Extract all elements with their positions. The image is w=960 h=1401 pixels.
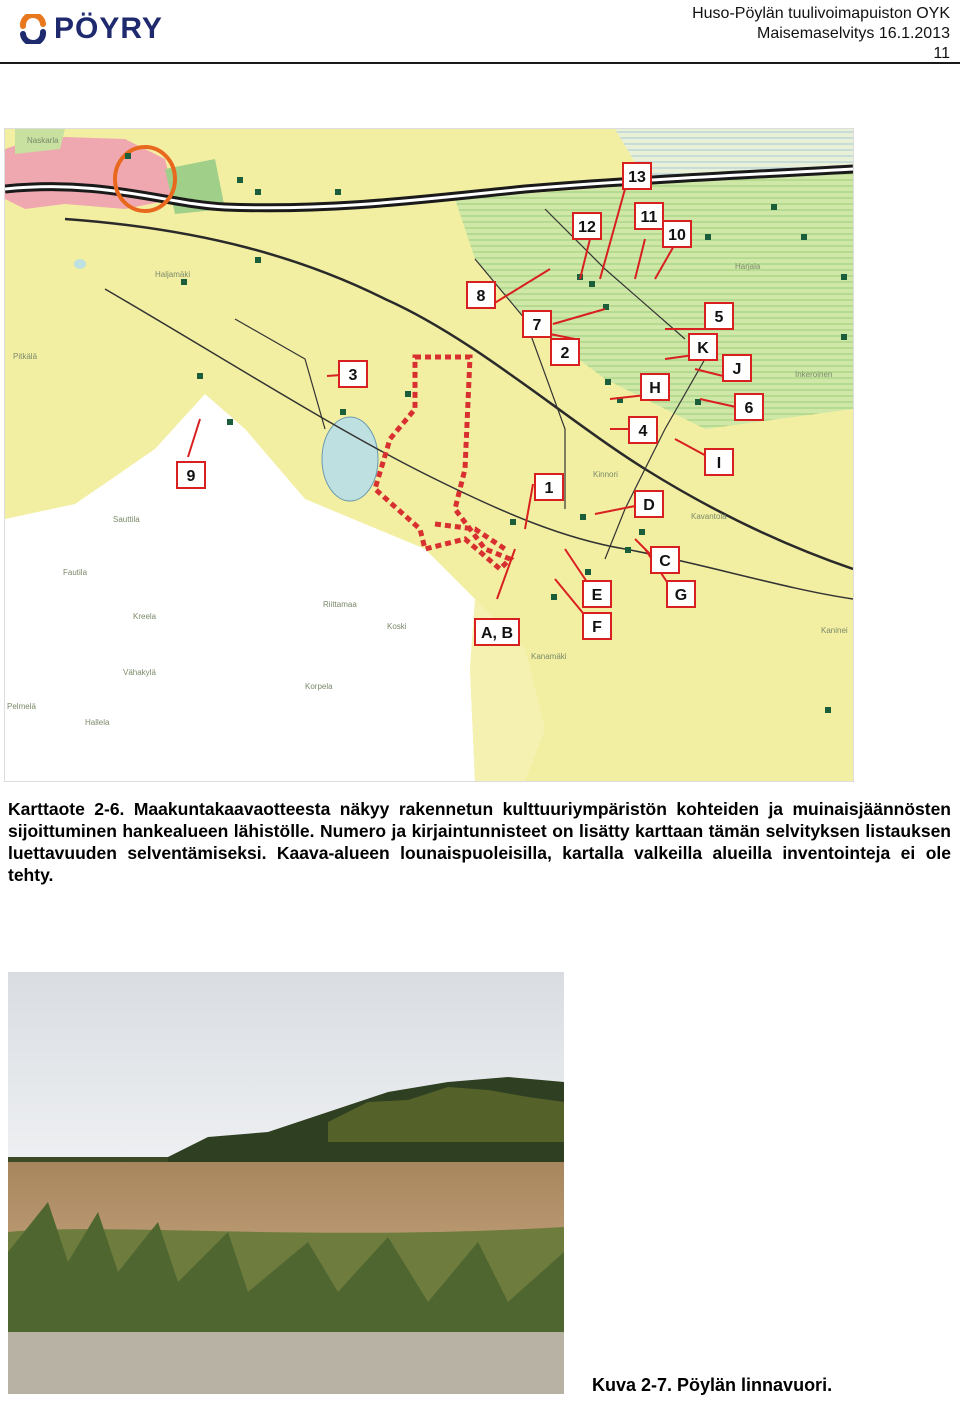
map-marker — [663, 221, 691, 247]
map-marker — [339, 361, 367, 387]
doc-subtitle: Maisemaselvitys 16.1.2013 — [757, 25, 950, 42]
svg-text:Kaninei: Kaninei — [821, 626, 848, 635]
map-marker — [705, 303, 733, 329]
map-marker-label: C — [659, 553, 671, 570]
svg-text:Inkeroinen: Inkeroinen — [795, 370, 833, 379]
map-marker — [573, 213, 601, 239]
svg-text:Haljamäki: Haljamäki — [155, 270, 191, 279]
header-divider — [0, 62, 960, 64]
svg-text:Hallela: Hallela — [85, 718, 110, 727]
landscape-photo — [8, 972, 564, 1394]
map-marker — [689, 334, 717, 360]
map-marker — [635, 203, 663, 229]
map-marker-label: 8 — [476, 288, 486, 305]
map-marker — [475, 619, 519, 645]
map-marker-label: H — [649, 380, 661, 397]
map-marker — [635, 491, 663, 517]
map-marker — [667, 581, 695, 607]
svg-text:Pelmelä: Pelmelä — [7, 702, 36, 711]
map-marker-label: 13 — [628, 169, 646, 186]
map-marker — [535, 474, 563, 500]
map-marker — [623, 163, 651, 189]
svg-text:Sauttila: Sauttila — [113, 515, 140, 524]
svg-text:Harjala: Harjala — [735, 262, 761, 271]
photo-linnavuori — [8, 972, 564, 1394]
map-marker-label: 7 — [532, 317, 542, 334]
map-marker — [467, 282, 495, 308]
map-marker-label: K — [697, 340, 709, 357]
regional-plan-map — [4, 128, 854, 782]
map-marker-label: D — [643, 497, 655, 514]
logo-text: PÖYRY — [54, 12, 163, 45]
poyry-logo — [18, 12, 163, 46]
map-marker — [705, 449, 733, 475]
svg-text:Kreela: Kreela — [133, 612, 157, 621]
map-marker-label: J — [732, 361, 742, 378]
svg-text:Naskarla: Naskarla — [27, 136, 59, 145]
map-marker — [629, 417, 657, 443]
svg-text:Kanamäki: Kanamäki — [531, 652, 567, 661]
map-marker — [583, 581, 611, 607]
map-marker-label: F — [592, 619, 602, 636]
svg-text:Pitkälä: Pitkälä — [13, 352, 38, 361]
map-marker — [735, 394, 763, 420]
map-marker-label: 4 — [638, 423, 648, 440]
document-header — [692, 4, 950, 64]
map-marker-label: 3 — [348, 367, 358, 384]
svg-text:Fautila: Fautila — [63, 568, 88, 577]
svg-text:Riittamaa: Riittamaa — [323, 600, 357, 609]
map-marker — [177, 462, 205, 488]
svg-text:Vähakylä: Vähakylä — [123, 668, 156, 677]
map-svg — [5, 129, 853, 781]
doc-title: Huso-Pöylän tuulivoimapuiston OYK — [692, 5, 950, 22]
map-marker-label: 1 — [544, 480, 554, 497]
map-marker-label: 10 — [668, 227, 686, 244]
map-marker-label: 6 — [744, 400, 754, 417]
map-marker-label: 2 — [560, 345, 570, 362]
svg-text:Koski: Koski — [387, 622, 407, 631]
map-marker-label: E — [591, 587, 603, 604]
map-caption: Karttaote 2-6. Maakuntakaavaotteesta näkyy rakennetun kulttuuriympäristön kohteiden ja muinaisjäännösten sijoittuminen hankealueen lähistölle. Numero ja kirjaintunnisteet on lisätty karttaan tämän selvityksen listauksen luettavuuden selventämiseksi. Kaava-alueen lounaispuoleisilla, kartalla valkeilla alueilla inventointeja ei ole tehty. — [8, 799, 951, 885]
map-marker-label: A, B — [481, 625, 513, 642]
svg-text:Korpela: Korpela — [305, 682, 333, 691]
map-marker — [641, 374, 669, 400]
map-marker — [723, 355, 751, 381]
map-marker-label: 12 — [578, 219, 596, 236]
map-marker — [523, 311, 551, 337]
map-marker-label: 9 — [186, 468, 196, 485]
photo-caption: Kuva 2-7. Pöylän linnavuori. — [592, 1375, 833, 1395]
svg-text:Kinnori: Kinnori — [593, 470, 618, 479]
map-marker-label: G — [674, 587, 688, 604]
map-marker — [651, 547, 679, 573]
page-number: 11 — [933, 45, 950, 62]
map-marker — [551, 339, 579, 365]
logo-swirl-icon — [18, 14, 48, 44]
map-marker — [583, 613, 611, 639]
map-marker-label: I — [716, 455, 722, 472]
map-marker-label: 5 — [714, 309, 724, 326]
map-marker-label: 11 — [640, 209, 658, 226]
svg-text:Kavantola: Kavantola — [691, 512, 727, 521]
